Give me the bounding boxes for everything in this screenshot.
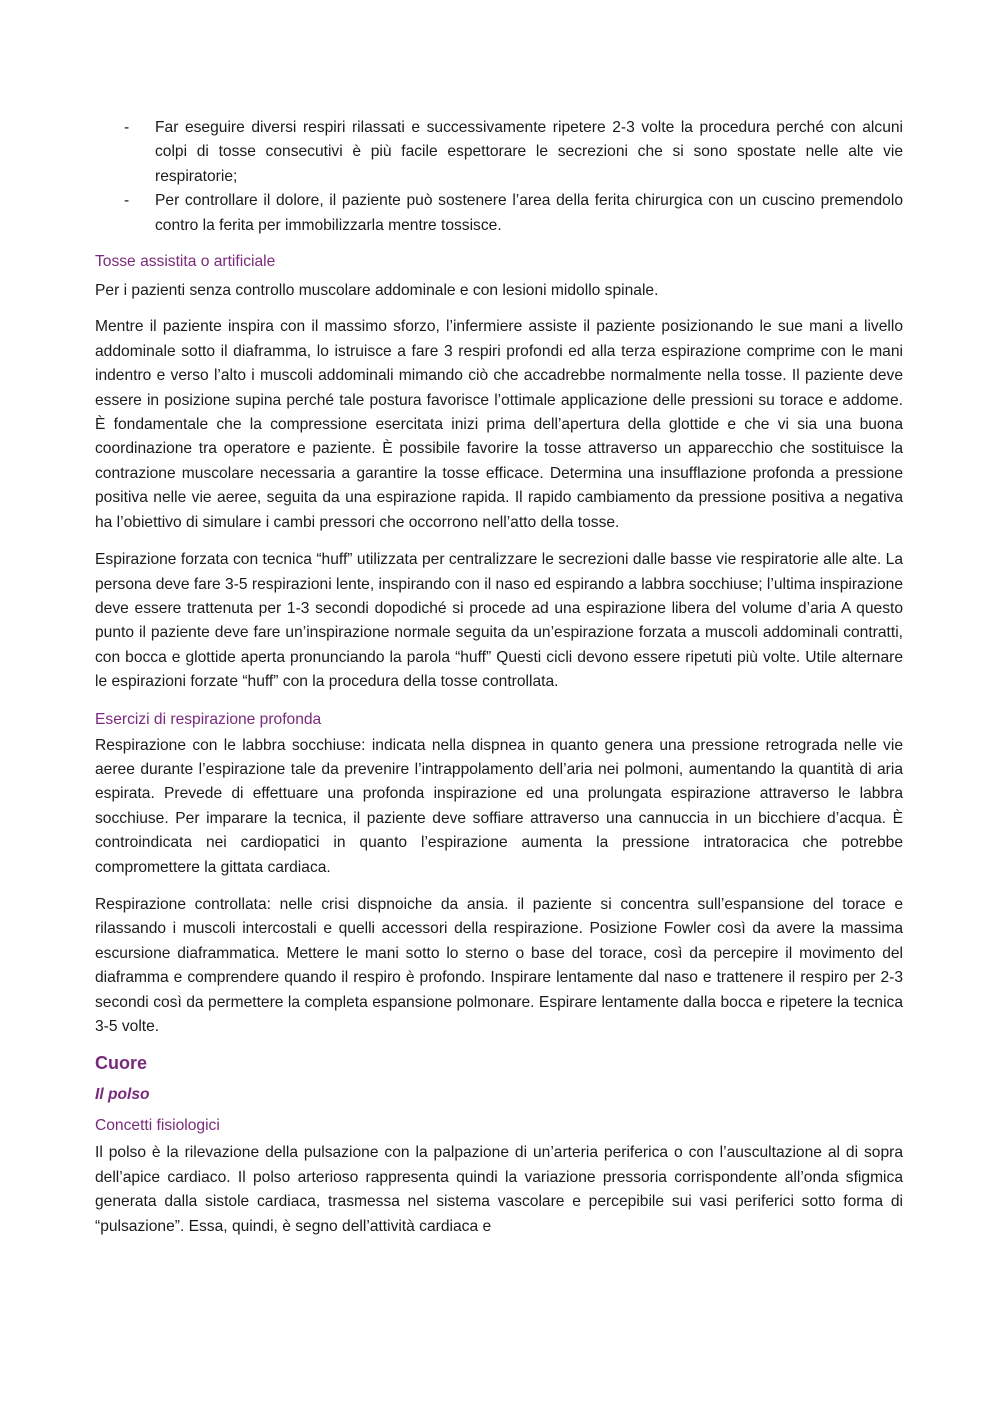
bullet-dash: - [124,192,130,210]
document-page [95,116,903,1239]
heading-il-polso: Il polso [95,1086,150,1104]
list-item [95,116,903,189]
bullet-text: Far eseguire diversi respiri rilassati e successivamente ripetere 2-3 volte la procedura perché con alcuni colpi di tosse consecutivi è più facile espettorare le secrezioni che si sono spostate nelle alte vie respiratorie; [155,119,903,185]
bullet-dash: - [124,119,130,136]
paragraph: Respirazione con le labbra socchiuse: indicata nella dispnea in quanto genera una pressione retrograda nelle vie aeree durante l’espirazione tale da prevenire l’intrappolamento dell’aria nei polmoni, aumentando la quantità di aria espirata. Prevede di effettuare una profonda inspirazione ed una prolungata espirazione attraverso le labbra socchiuse. Per imparare la tecnica, il paziente deve soffiare attraverso una cannuccia in un bicchiere d’acqua. È controindicata nei cardiopatici in quanto l’espirazione aumenta la pressione intratoracica che potrebbe compromettere la gittata cardiaca. [95,736,903,876]
heading-cuore: Cuore [95,1053,148,1074]
heading-tosse-assistita: Tosse assistita o artificiale [95,253,276,271]
bullet-list [95,116,903,238]
bullet-text: Per controllare il dolore, il paziente può sostenere l’area della ferita chirurgica con un cuscino premendolo contro la ferita per immobilizzarla mentre tossisce. [155,192,903,234]
paragraph: Per i pazienti senza controllo muscolare addominale e con lesioni midollo spinale. [95,282,659,300]
paragraph: Respirazione controllata: nelle crisi dispnoiche da ansia. il paziente si concentra sull’espansione del torace e rilassando i muscoli intercostali e quelli accessori della respirazione. Posizione Fowler così da avere la massima escursione diaframmatica. Mettere le mani sotto lo sterno o base del torace, così da percepire il movimento del diaframma e comprendere quando il respiro è profondo. Inspirare lentamente dal naso e trattenere il respiro per 2-3 secondi così da permettere la completa espansione polmonare. Espirare lentamente dalla bocca e ripetere la tecnica 3-5 volte. [95,895,903,1035]
paragraph: Espirazione forzata con tecnica “huff” utilizzata per centralizzare le secrezioni dalle basse vie respiratorie alle alte. La persona deve fare 3-5 respirazioni lente, inspirando con il naso ed espirando a labbra socchiuse; l’ultima inspirazione deve essere trattenuta per 1-3 secondi dopodiché si procede ad una espirazione libera del volume d’aria A questo punto il paziente deve fare un’inspirazione normale seguita da un’espirazione forzata a muscoli addominali contratti, con bocca e glottide aperta pronunciando la parola “huff” Questi cicli devono essere ripetuti più volte. Utile alternare le espirazioni forzate “huff” con la procedura della tosse controllata. [95,551,903,691]
paragraph: Il polso è la rilevazione della pulsazione con la palpazione di un’arteria periferica o con l’auscultazione al di sopra dell’apice cardiaco. Il polso arterioso rappresenta quindi la variazione pressoria corrispondente all’onda sfigmica generata dalla sistole cardiaca, trasmessa nel sistema vascolare e percepibile sui vasi periferici sotto forma di “pulsazione”. Essa, quindi, è segno dell’attività cardiaca e [95,1144,903,1235]
paragraph: Mentre il paziente inspira con il massimo sforzo, l’infermiere assiste il paziente posizionando le sue mani a livello addominale sotto il diaframma, lo istruisce a fare 3 respiri profondi ed alla terza espirazione comprime con le mani indentro e verso l’alto i muscoli addominali mimando ciò che accadrebbe normalmente nella tosse. Il paziente deve essere in posizione supina perché tale postura favorisce l’ottimale applicazione delle pressioni su torace e addome. È fondamentale che la compressione esercitata inizi prima dell’apertura della glottide e che vi sia una buona coordinazione tra operatore e paziente. È possibile favorire la tosse attraverso un apparecchio che sostituisce la contrazione muscolare necessaria a garantire la tosse efficace. Determina una insufflazione profonda a pressione positiva nelle vie aeree, seguita da una espirazione rapida. Il rapido cambiamento da pressione positiva a negativa ha l’obiettivo di simulare i cambi pressori che occorrono nell’atto della tosse. [95,318,903,531]
list-item [95,189,903,238]
heading-concetti-fisiologici: Concetti fisiologici [95,1117,220,1135]
heading-esercizi-respirazione: Esercizi di respirazione profonda [95,710,322,728]
